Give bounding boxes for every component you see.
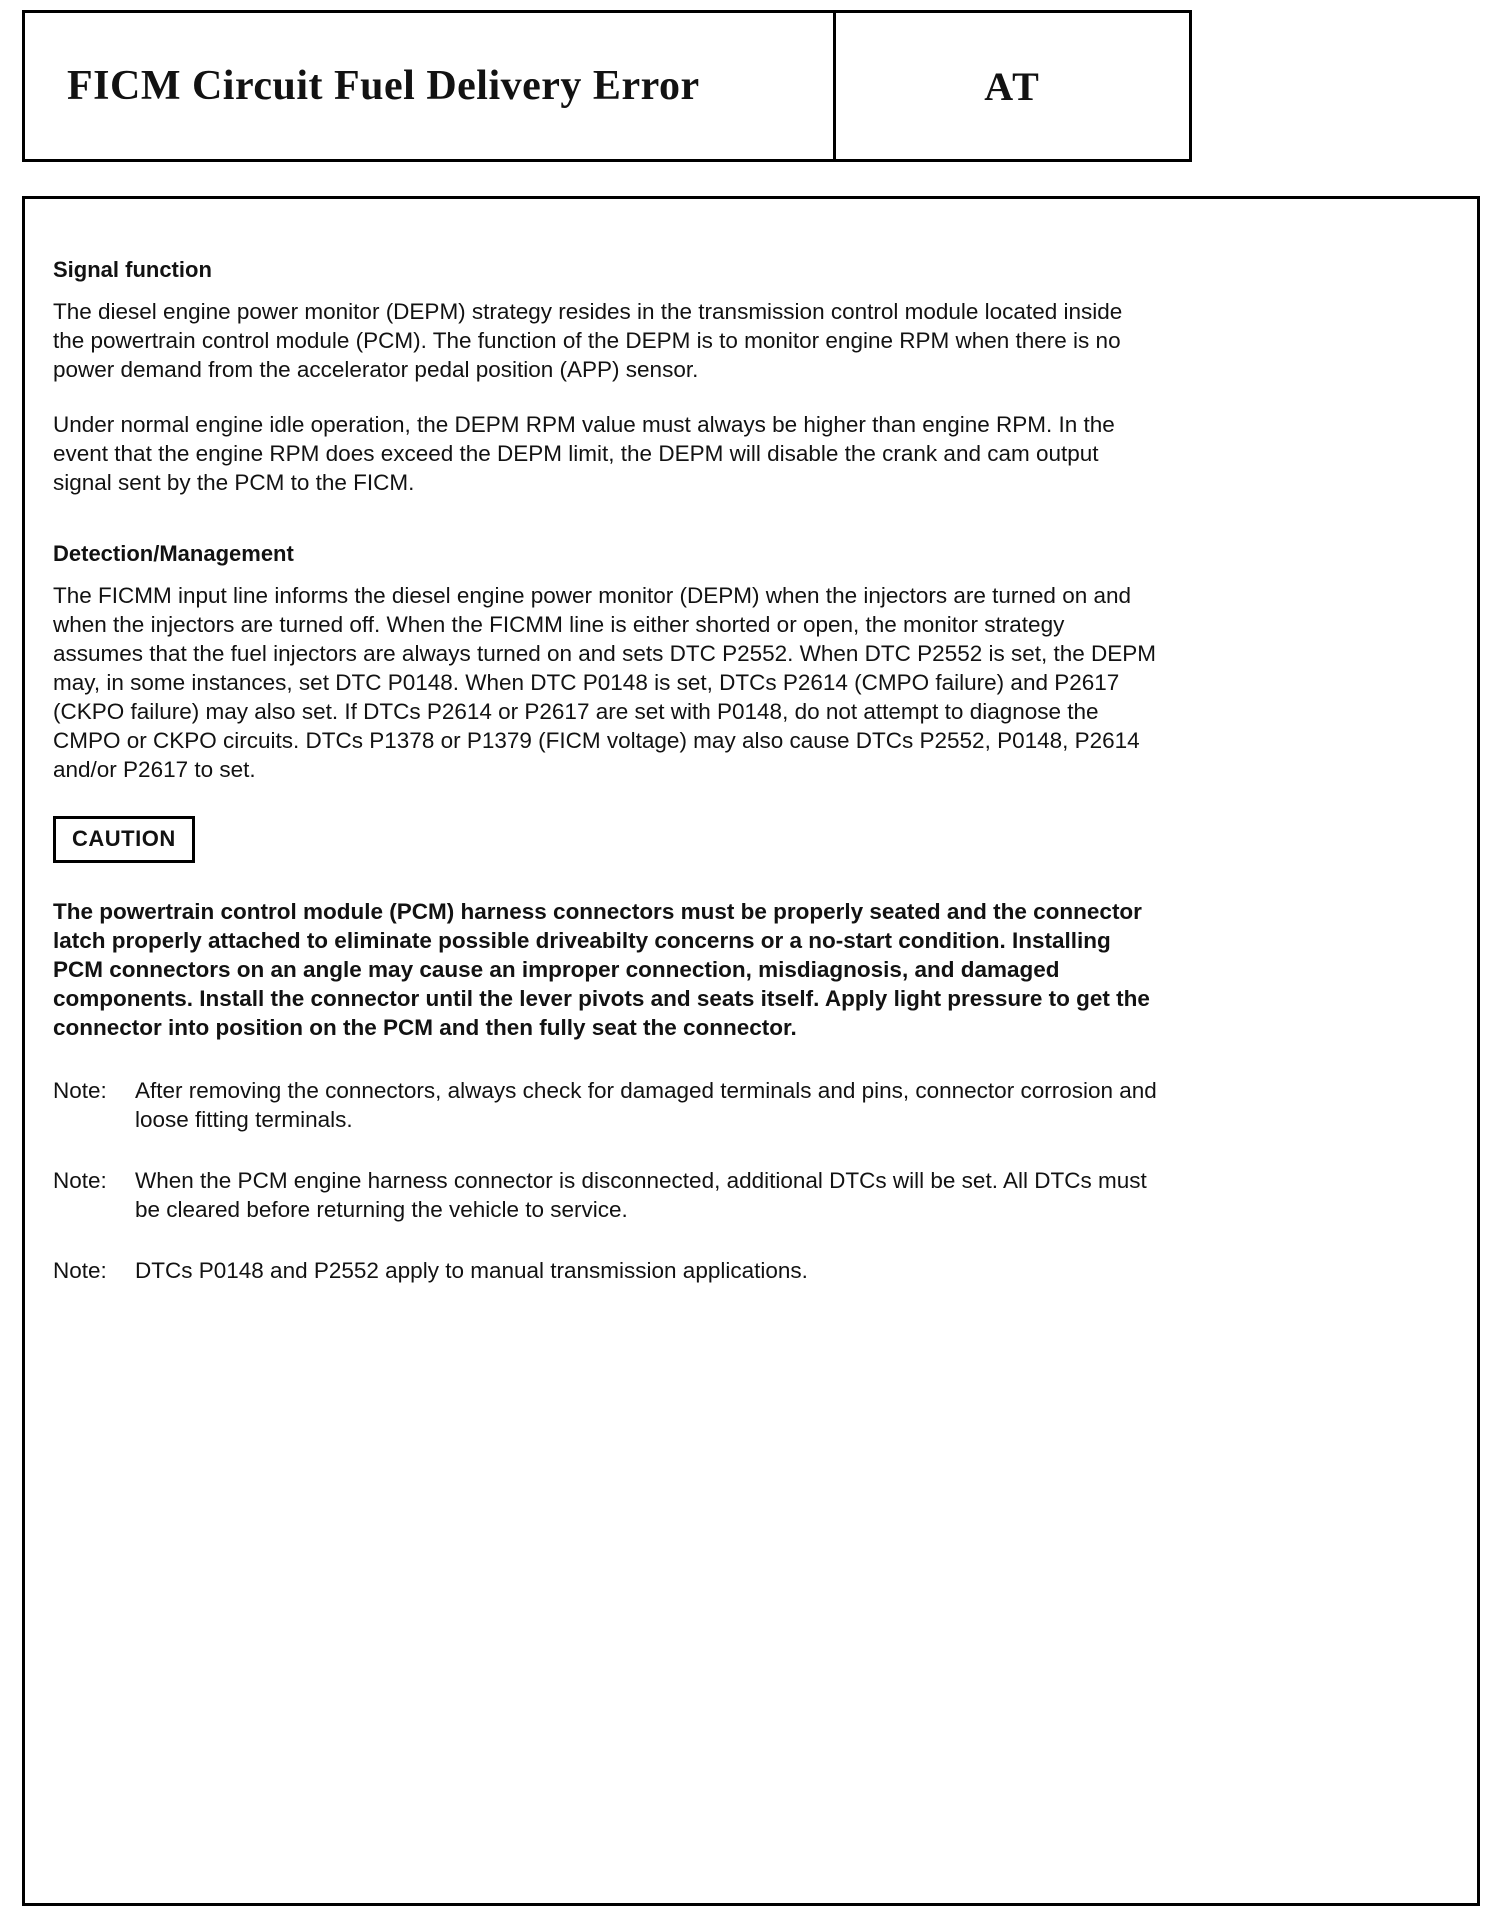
- signal-function-heading: Signal function: [53, 257, 212, 282]
- signal-function-paragraph-2: Under normal engine idle operation, the DEPM RPM value must always be higher than engine RPM. In the event that the engine RPM does exceed the DEPM limit, the DEPM will disable the crank and cam output signal sent by the PCM to the FICM.: [53, 412, 1115, 495]
- note-text: DTCs P0148 and P2552 apply to manual transmission applications.: [135, 1258, 808, 1283]
- caution-box: [53, 816, 195, 863]
- title-cell: [25, 13, 833, 159]
- detection-management-paragraph: The FICMM input line informs the diesel engine power monitor (DEPM) when the injectors are turned on and when the injectors are turned off. When the FICMM line is either shorted or open, the monitor strategy assumes that the fuel injectors are always turned on and sets DTC P2552. When DTC P2552 is set, the DEPM may, in some instances, set DTC P0148. When DTC P0148 is set, DTCs P2614 (CMPO failure) and P2617 (CKPO failure) may also set. If DTCs P2614 or P2617 are set with P0148, do not attempt to diagnose the CMPO or CKPO circuits. DTCs P1378 or P1379 (FICM voltage) may also cause DTCs P2552, P0148, P2614 and/or P2617 to set.: [53, 583, 1157, 782]
- caution-paragraph: The powertrain control module (PCM) harness connectors must be properly seated and the connector latch properly attached to eliminate possible driveabilty concerns or a no-start condition. Installing PCM connectors on an angle may cause an improper connection, misdiagnosis, and damaged components. Install the connector until the lever pivots and seats itself. Apply light pressure to get the connector into position on the PCM and then fully seat the connector.: [53, 899, 1150, 1040]
- note-text: When the PCM engine harness connector is disconnected, additional DTCs will be set. All DTCs must be cleared before returning the vehicle to service.: [135, 1168, 1147, 1222]
- caution-label: CAUTION: [72, 826, 176, 851]
- signal-function-paragraph-1: The diesel engine power monitor (DEPM) strategy resides in the transmission control module located inside the powertrain control module (PCM). The function of the DEPM is to monitor engine RPM when there is no power demand from the accelerator pedal position (APP) sensor.: [53, 299, 1123, 382]
- header-code: AT: [984, 63, 1041, 109]
- section-divider-space: [53, 523, 1158, 541]
- note-label: Note:: [53, 1168, 107, 1193]
- note-label: Note:: [53, 1078, 107, 1103]
- note-text: After removing the connectors, always check for damaged terminals and pins, connector corrosion and loose fitting terminals.: [135, 1078, 1157, 1132]
- header-code-cell: [833, 13, 1189, 159]
- detection-management-heading: Detection/Management: [53, 541, 294, 566]
- note-row: [53, 1166, 1158, 1224]
- note-label: Note:: [53, 1258, 107, 1283]
- page-title: FICM Circuit Fuel Delivery Error: [67, 63, 700, 109]
- note-row: [53, 1076, 1158, 1134]
- note-row: [53, 1256, 1158, 1285]
- content-box: [22, 196, 1480, 1906]
- content-inner: [53, 257, 1158, 1285]
- header-box: [22, 10, 1192, 162]
